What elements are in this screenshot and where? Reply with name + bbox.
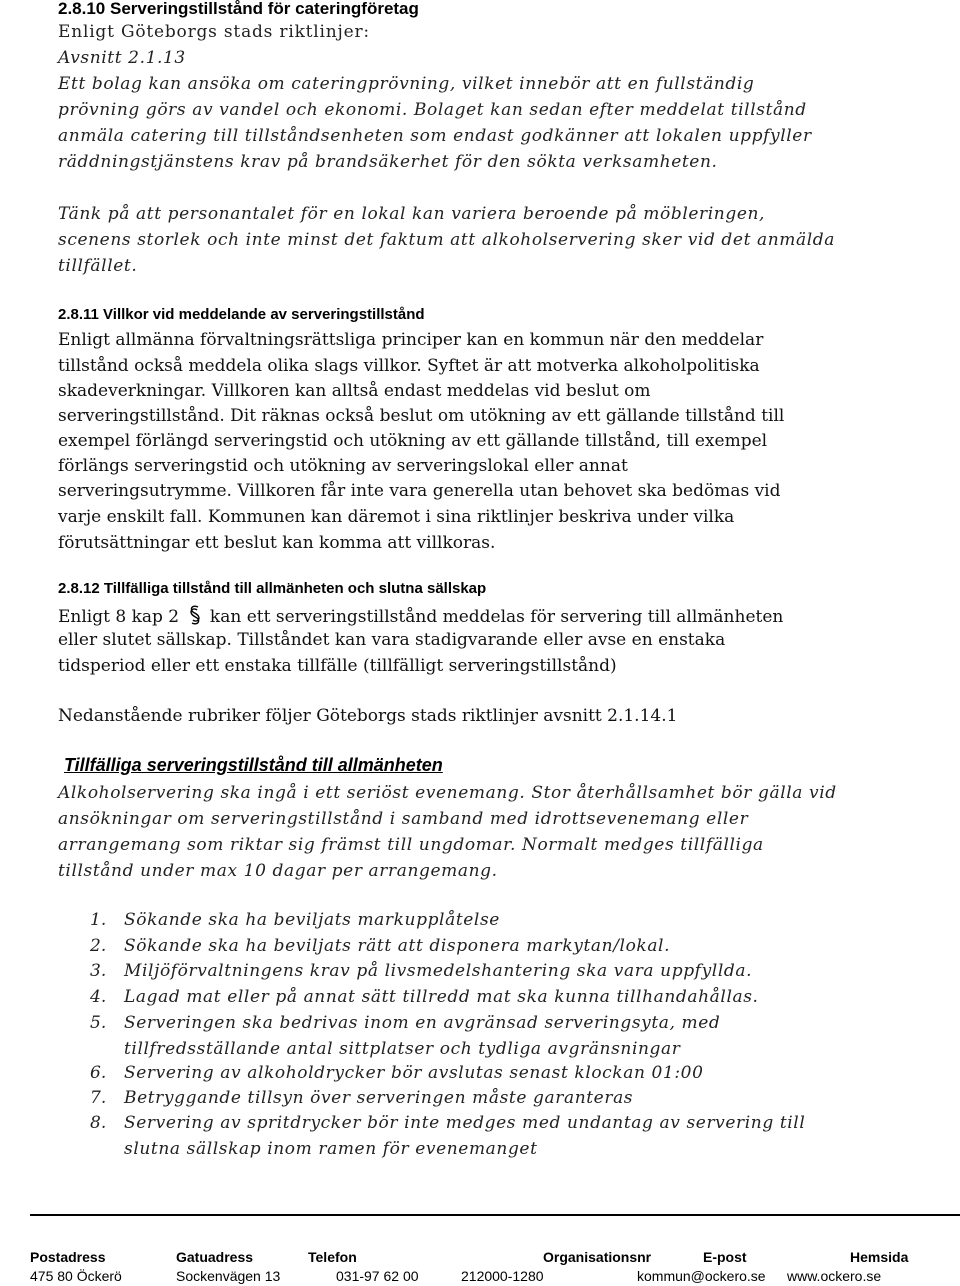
list-item: Miljöförvaltningens krav på livsmedelshantering ska vara uppfyllda.	[124, 961, 753, 981]
list-item-continuation: tillfredsställande antal sittplatser och tydliga avgränsningar	[124, 1039, 681, 1059]
note-line: tillfället.	[58, 256, 138, 276]
list-number: 7.	[90, 1088, 107, 1108]
note-line: scenens storlek och inte minst det faktum att alkoholservering sker vid det anmälda	[58, 230, 835, 250]
note-line: Tänk på att personantalet för en lokal kan variera beroende på möbleringen,	[58, 204, 766, 224]
paragraph-line: exempel förlängd serveringstid och utökning av ett gällande tillstånd, till exempel	[58, 431, 768, 451]
list-number: 5.	[90, 1013, 107, 1033]
line-part: Enligt 8 kap 2	[58, 607, 180, 627]
list-number: 3.	[90, 961, 107, 981]
list-item: Betryggande tillsyn över serveringen måste garanteras	[124, 1088, 634, 1108]
paragraph-line: serveringstillstånd. Dit räknas också beslut om utökning av ett gällande tillstånd till	[58, 406, 785, 426]
footer-website-link[interactable]: www.ockero.se	[787, 1268, 882, 1284]
list-item: Sökande ska ha beviljats rätt att disponera markytan/lokal.	[124, 936, 671, 956]
list-number: 2.	[90, 936, 107, 956]
section-heading-2-8-11: 2.8.11 Villkor vid meddelande av serveringstillstånd	[58, 306, 425, 323]
paragraph-line: Enligt Göteborgs stads riktlinjer:	[58, 22, 370, 42]
list-item: Servering av alkoholdrycker bör avslutas senast klockan 01:00	[124, 1063, 704, 1083]
reference-line: Nedanstående rubriker följer Göteborgs stads riktlinjer avsnitt 2.1.14.1	[58, 706, 678, 726]
section-heading-2-8-12: 2.8.12 Tillfälliga tillstånd till allmänheten och slutna sällskap	[58, 580, 487, 597]
paragraph-line: Enligt allmänna förvaltningsrättsliga principer kan en kommun när den meddelar	[58, 330, 764, 350]
footer-label-email: E-post	[703, 1249, 747, 1265]
paragraph-line: serveringsutrymme. Villkoren får inte vara generella utan behovet ska bedömas vid	[58, 481, 781, 501]
paragraph-line: räddningstjänstens krav på brandsäkerhet för den sökta verksamheten.	[58, 152, 718, 172]
list-number: 6.	[90, 1063, 107, 1083]
paragraph-line: arrangemang som riktar sig främst till ungdomar. Normalt medges tillfälliga	[58, 835, 764, 855]
list-item: Servering av spritdrycker bör inte medges med undantag av servering till	[124, 1113, 806, 1133]
footer-label-street: Gatuadress	[176, 1249, 254, 1265]
paragraph-line: tidsperiod eller ett enstaka tillfälle (tillfälligt serveringstillstånd)	[58, 656, 617, 676]
line-part: kan ett serveringstillstånd meddelas för servering till allmänheten	[209, 607, 784, 627]
paragraph-line: eller slutet sällskap. Tillståndet kan vara stadigvarande eller avse en enstaka	[58, 630, 726, 650]
footer-postal-address: 475 80 Öckerö	[30, 1268, 122, 1284]
footer-label-website: Hemsida	[850, 1249, 909, 1265]
list-item: Serveringen ska bedrivas inom en avgränsad serveringsyta, med	[124, 1013, 721, 1033]
paragraph-line: tillstånd också meddela olika slags villkor. Syftet är att motverka alkoholpolitiska	[58, 356, 760, 376]
list-number: 8.	[90, 1113, 107, 1133]
footer-email-link[interactable]: kommun@ockero.se	[637, 1268, 766, 1284]
footer-label-postal: Postadress	[30, 1249, 106, 1265]
paragraph-line: varje enskilt fall. Kommunen kan däremot i sina riktlinjer beskriva under vilka	[58, 507, 735, 527]
footer-street-address: Sockenvägen 13	[176, 1268, 281, 1284]
paragraph-line: Alkoholservering ska ingå i ett seriöst evenemang. Stor återhållsamhet bör gälla vid	[58, 783, 837, 803]
footer-label-org: Organisationsnr	[543, 1249, 652, 1265]
footer-label-phone: Telefon	[308, 1249, 357, 1265]
paragraph-line	[58, 604, 783, 627]
paragraph-line: ansökningar om serveringstillstånd i samband med idrottsevenemang eller	[58, 809, 749, 829]
subsection-heading: Tillfälliga serveringstillstånd till allmänheten	[64, 755, 443, 775]
paragraph-line: Avsnitt 2.1.13	[58, 48, 186, 68]
paragraph-line: förutsättningar ett beslut kan komma att villkoras.	[58, 533, 496, 553]
footer-org-number: 212000-1280	[461, 1268, 544, 1284]
list-item: Lagad mat eller på annat sätt tillredd mat ska kunna tillhandahållas.	[124, 987, 759, 1007]
section-sign-icon	[188, 604, 202, 626]
paragraph-line: förlängs serveringstid och utökning av serveringslokal eller annat	[58, 456, 628, 476]
list-number: 1.	[90, 910, 107, 930]
list-item-continuation: slutna sällskap inom ramen för evenemanget	[124, 1139, 538, 1159]
paragraph-line: Ett bolag kan ansöka om cateringprövning, vilket innebör att en fullständig	[58, 74, 755, 94]
footer-divider	[30, 1214, 960, 1216]
paragraph-line: prövning görs av vandel och ekonomi. Bolaget kan sedan efter meddelat tillstånd	[58, 100, 807, 120]
paragraph-line: skadeverkningar. Villkoren kan alltså endast meddelas vid beslut om	[58, 381, 651, 401]
paragraph-line: anmäla catering till tillståndsenheten som endast godkänner att lokalen uppfyller	[58, 126, 812, 146]
list-item: Sökande ska ha beviljats markupplåtelse	[124, 910, 500, 930]
section-heading-2-8-10: 2.8.10 Serveringstillstånd för cateringföretag	[58, 0, 419, 18]
footer-phone: 031-97 62 00	[336, 1268, 419, 1284]
list-number: 4.	[90, 987, 107, 1007]
paragraph-line: tillstånd under max 10 dagar per arrangemang.	[58, 861, 498, 881]
